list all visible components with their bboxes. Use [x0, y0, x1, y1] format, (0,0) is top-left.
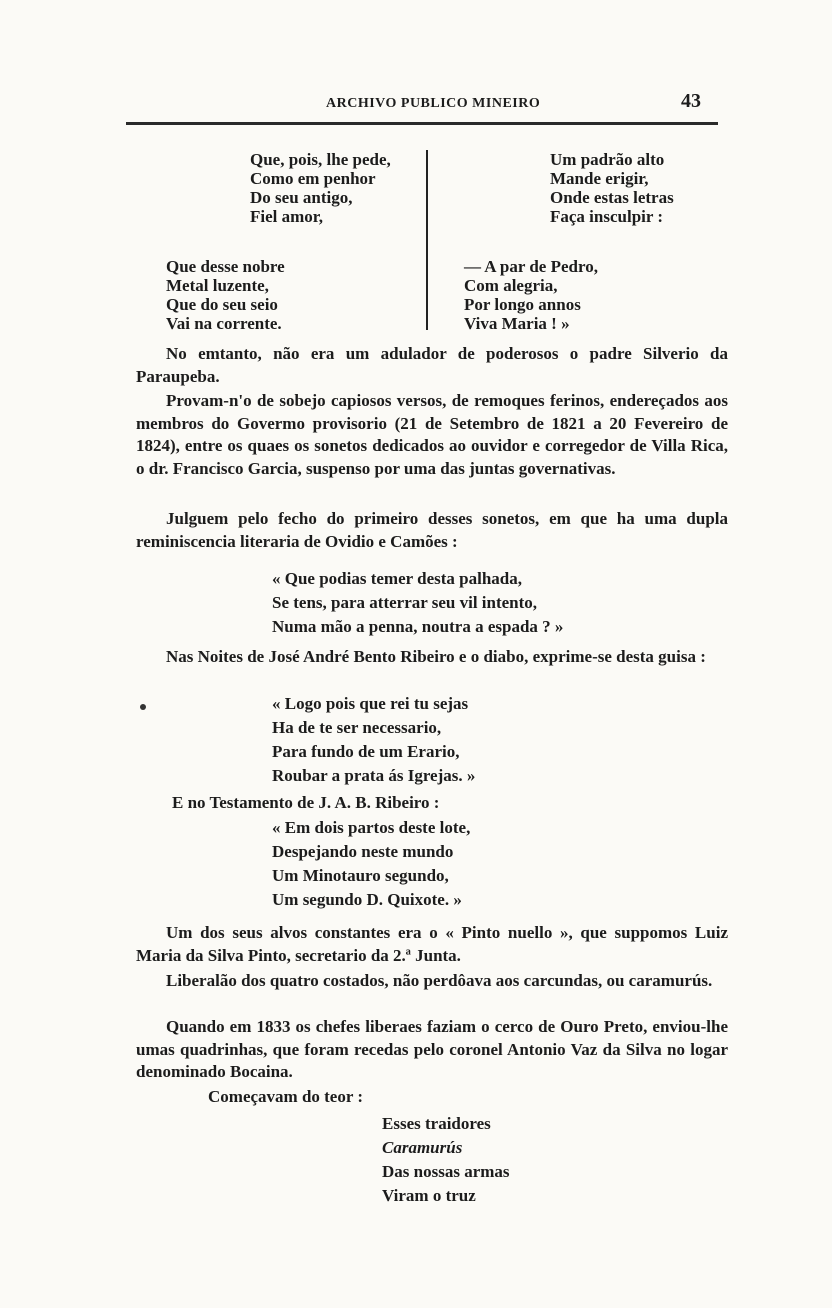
quote-line: Despejando neste mundo: [272, 842, 454, 861]
verse-line: Onde estas letras: [550, 188, 674, 207]
paragraph-8: Quando em 1833 os chefes liberaes faziam o cerco de Ouro Preto, enviou-lhe umas quadrinhas, que foram recedas pelo coronel Antonio Vaz da Silva no logar denominado Bocaina.: [136, 1017, 728, 1081]
verse-line: Que desse nobre: [166, 257, 285, 276]
paragraph-2: Provam-n'o de sobejo capiosos versos, de remoques ferinos, endereçados aos membros do Govermo provisorio (21 de Setembro de 1821 a 20 Fevereiro de 1824), entre os quaes os sonetos dedicados ao ouvidor e corregedor de Villa Rica, o dr. Francisco Garcia, suspenso por uma das juntas governativas.: [136, 391, 728, 478]
column-divider: [426, 150, 428, 330]
quote-line: Ha de te ser necessario,: [272, 718, 442, 737]
stanza-top-left: [250, 150, 391, 226]
quote-line: Das nossas armas: [382, 1162, 510, 1181]
quote-line: Se tens, para atterrar seu vil intento,: [272, 593, 538, 612]
quote-line: « Logo pois que rei tu sejas: [272, 694, 469, 713]
verse-line: Mande erigir,: [550, 169, 649, 188]
paragraph-3: Julguem pelo fecho do primeiro desses sonetos, em que ha uma dupla reminiscencia literaria de Ovidio e Camões :: [136, 509, 728, 551]
verse-line: Metal luzente,: [166, 276, 269, 295]
quote-4: [382, 1112, 510, 1208]
running-title: ARCHIVO PUBLICO MINEIRO: [326, 96, 541, 111]
margin-mark: [140, 704, 146, 710]
verse-line: Que, pois, lhe pede,: [250, 150, 391, 169]
quote-line: Para fundo de um Erario,: [272, 742, 460, 761]
quote-2: [272, 692, 475, 788]
verse-line: Fiel amor,: [250, 207, 324, 226]
verse-line: Com alegria,: [464, 276, 558, 295]
quote-line: « Em dois partos deste lote,: [272, 818, 471, 837]
paragraph-6: Um dos seus alvos constantes era o « Pinto nuello », que suppomos Luiz Maria da Silva Pinto, secretario da 2.ª Junta.: [136, 923, 728, 965]
quote-line: « Que podias temer desta palhada,: [272, 569, 522, 588]
quote-line: Roubar a prata ás Igrejas. »: [272, 766, 476, 785]
page-header: [126, 90, 718, 124]
verse-line: Como em penhor: [250, 169, 376, 188]
page-number: 43: [681, 90, 701, 112]
quote-line: Viram o truz: [382, 1186, 476, 1205]
verse-line: — A par de Pedro,: [464, 257, 598, 276]
quote-1: [272, 567, 563, 639]
quote-3: [272, 816, 470, 912]
paragraph-5: E no Testamento de J. A. B. Ribeiro :: [172, 793, 440, 812]
stanza-bottom-right: [464, 257, 598, 333]
stanza-top-right: [550, 150, 674, 226]
paragraph-1: No emtanto, não era um adulador de poderosos o padre Silverio da Paraupeba.: [136, 344, 728, 386]
verse-line: Viva Maria ! »: [464, 314, 570, 333]
stanza-bottom-left: [166, 257, 285, 333]
quote-line: Um segundo D. Quixote. »: [272, 890, 462, 909]
verse-line: Do seu antigo,: [250, 188, 353, 207]
paragraph-9: Começavam do teor :: [208, 1087, 364, 1106]
quote-line: Um Minotauro segundo,: [272, 866, 449, 885]
header-rule: [126, 122, 718, 125]
verse-line: Faça insculpir :: [550, 207, 664, 226]
verse-line: Por longo annos: [464, 295, 581, 314]
verse-line: Vai na corrente.: [166, 314, 282, 333]
verse-line: Que do seu seio: [166, 295, 278, 314]
verse-line: Um padrão alto: [550, 150, 665, 169]
paragraph-7: Liberalão dos quatro costados, não perdôava aos carcundas, ou caramurús.: [166, 971, 713, 990]
quote-line: Esses traidores: [382, 1114, 491, 1133]
paragraph-4: Nas Noites de José André Bento Ribeiro e o diabo, exprime-se desta guisa :: [166, 647, 706, 666]
quote-line: Numa mão a penna, noutra a espada ? »: [272, 617, 564, 636]
quote-line: Caramurús: [382, 1138, 463, 1157]
